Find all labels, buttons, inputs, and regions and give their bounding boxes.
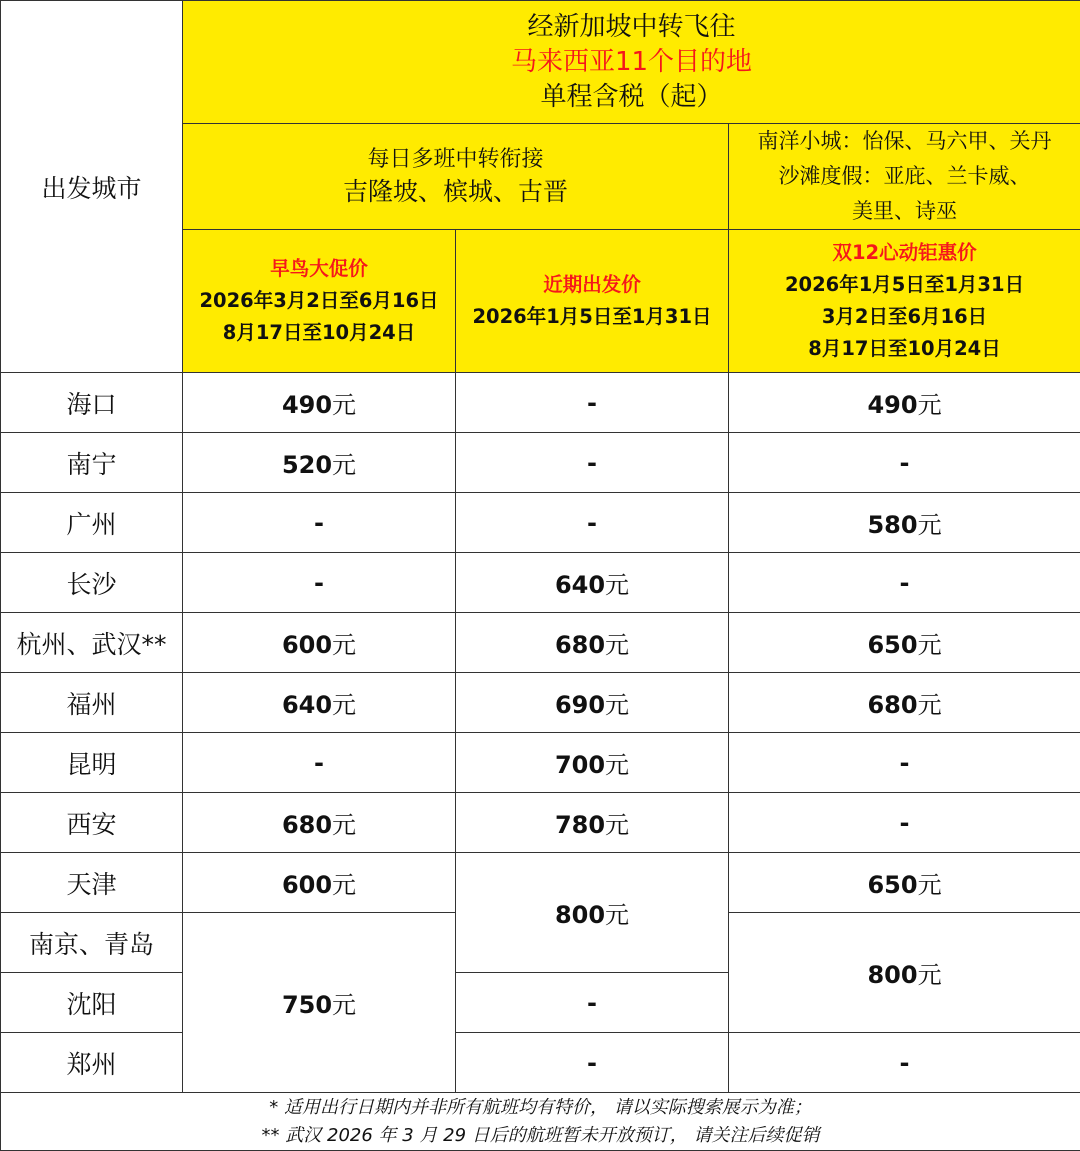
price-value: 640 (555, 571, 605, 599)
price-double12-cell (729, 613, 1080, 673)
table-row (1, 613, 1080, 673)
price-early-cell (183, 853, 456, 913)
price-value: 680 (282, 811, 332, 839)
column-header-double12 (729, 230, 1080, 373)
price-early-cell (183, 673, 456, 733)
price-unit: 元 (605, 691, 629, 719)
table-row (1, 373, 1080, 433)
price-recent-cell (456, 673, 729, 733)
group-connections-cities: 吉隆坡、槟城、古晋 (183, 175, 728, 209)
price-recent-cell-merged (456, 853, 729, 973)
table-row (1, 853, 1080, 913)
price-unit: 元 (918, 511, 942, 539)
price-unit: 元 (332, 391, 356, 419)
double12-dates-1: 2026年1月5日至1月31日 (729, 269, 1080, 301)
price-early-cell (183, 433, 456, 493)
city-cell: 南宁 (1, 433, 183, 493)
city-cell: 天津 (1, 853, 183, 913)
footnote-1: * 适用出行日期内并非所有航班均有特价， 请以实际搜索展示为准； (1, 1094, 1080, 1122)
early-bird-dates-2: 8月17日至10月24日 (183, 317, 455, 349)
price-recent-cell: - (456, 973, 729, 1033)
footnotes (1, 1093, 1080, 1151)
table-row (1, 433, 1080, 493)
price-value: 800 (867, 961, 917, 989)
price-value: 780 (555, 811, 605, 839)
double12-dates-3: 8月17日至10月24日 (729, 333, 1080, 365)
price-value: 490 (282, 391, 332, 419)
price-value: 490 (867, 391, 917, 419)
price-early-cell (183, 793, 456, 853)
price-value: 650 (867, 631, 917, 659)
price-value: 600 (282, 631, 332, 659)
price-double12-cell (729, 373, 1080, 433)
group-towns-line-3: 美里、诗巫 (729, 194, 1080, 229)
city-cell: 广州 (1, 493, 183, 553)
column-header-early-bird (183, 230, 456, 373)
group-header-connections (183, 124, 729, 230)
price-unit: 元 (605, 811, 629, 839)
price-double12-cell: - (729, 1033, 1080, 1093)
price-value: 520 (282, 451, 332, 479)
early-bird-name: 早鸟大促价 (183, 253, 455, 285)
price-early-cell: - (183, 733, 456, 793)
early-bird-dates-1: 2026年3月2日至6月16日 (183, 285, 455, 317)
price-unit: 元 (332, 451, 356, 479)
price-double12-cell (729, 673, 1080, 733)
column-header-recent (456, 230, 729, 373)
recent-name: 近期出发价 (456, 269, 728, 301)
price-unit: 元 (918, 871, 942, 899)
price-value: 680 (867, 691, 917, 719)
table-row (1, 493, 1080, 553)
city-cell: 西安 (1, 793, 183, 853)
price-value: 700 (555, 751, 605, 779)
price-unit: 元 (332, 691, 356, 719)
price-double12-cell: - (729, 793, 1080, 853)
city-cell: 沈阳 (1, 973, 183, 1033)
price-double12-cell: - (729, 553, 1080, 613)
price-unit: 元 (605, 631, 629, 659)
price-recent-cell: - (456, 433, 729, 493)
price-early-cell (183, 373, 456, 433)
price-value: 650 (867, 871, 917, 899)
price-value: 680 (555, 631, 605, 659)
price-recent-cell (456, 793, 729, 853)
price-unit: 元 (918, 391, 942, 419)
price-value: 690 (555, 691, 605, 719)
price-early-cell: - (183, 493, 456, 553)
city-cell: 福州 (1, 673, 183, 733)
double12-dates-2: 3月2日至6月16日 (729, 301, 1080, 333)
city-cell: 昆明 (1, 733, 183, 793)
price-recent-cell: - (456, 373, 729, 433)
price-unit: 元 (332, 871, 356, 899)
price-unit: 元 (332, 811, 356, 839)
city-cell: 海口 (1, 373, 183, 433)
route-title (183, 1, 1080, 124)
price-value: 750 (282, 991, 332, 1019)
group-towns-line-2: 沙滩度假：亚庇、兰卡威、 (729, 159, 1080, 194)
price-unit: 元 (332, 991, 356, 1019)
column-header-departure-city: 出发城市 (1, 1, 183, 373)
route-title-destinations: 马来西亚11个目的地 (183, 45, 1080, 80)
price-early-cell-merged (183, 913, 456, 1093)
city-cell: 长沙 (1, 553, 183, 613)
route-title-fare-note: 单程含税（起） (183, 80, 1080, 115)
table-row (1, 733, 1080, 793)
price-double12-cell: - (729, 733, 1080, 793)
city-cell: 杭州、武汉** (1, 613, 183, 673)
price-value: 580 (867, 511, 917, 539)
price-unit: 元 (332, 631, 356, 659)
price-value: 640 (282, 691, 332, 719)
price-double12-cell: - (729, 433, 1080, 493)
price-unit: 元 (605, 901, 629, 929)
price-recent-cell (456, 553, 729, 613)
price-unit: 元 (918, 691, 942, 719)
price-double12-cell (729, 493, 1080, 553)
price-early-cell (183, 613, 456, 673)
footnote-2: ** 武汉 2026 年 3 月 29 日后的航班暂未开放预订， 请关注后续促销 (1, 1122, 1080, 1150)
double12-name: 双12心动钜惠价 (729, 237, 1080, 269)
table-row (1, 673, 1080, 733)
price-recent-cell: - (456, 1033, 729, 1093)
group-connections-note: 每日多班中转衔接 (183, 145, 728, 175)
price-unit: 元 (605, 571, 629, 599)
price-double12-cell (729, 853, 1080, 913)
city-cell: 郑州 (1, 1033, 183, 1093)
group-header-towns (729, 124, 1080, 230)
price-unit: 元 (918, 961, 942, 989)
price-double12-cell-merged (729, 913, 1080, 1033)
price-value: 800 (555, 901, 605, 929)
recent-dates-1: 2026年1月5日至1月31日 (456, 301, 728, 333)
price-recent-cell (456, 613, 729, 673)
group-towns-line-1: 南洋小城：怡保、马六甲、关丹 (729, 124, 1080, 159)
price-unit: 元 (605, 751, 629, 779)
table-row (1, 793, 1080, 853)
table-row (1, 1033, 1080, 1093)
price-value: 600 (282, 871, 332, 899)
price-unit: 元 (918, 631, 942, 659)
price-early-cell: - (183, 553, 456, 613)
price-recent-cell (456, 733, 729, 793)
price-recent-cell: - (456, 493, 729, 553)
route-title-line-1: 经新加坡中转飞往 (183, 10, 1080, 45)
city-cell: 南京、青岛 (1, 913, 183, 973)
table-row (1, 553, 1080, 613)
